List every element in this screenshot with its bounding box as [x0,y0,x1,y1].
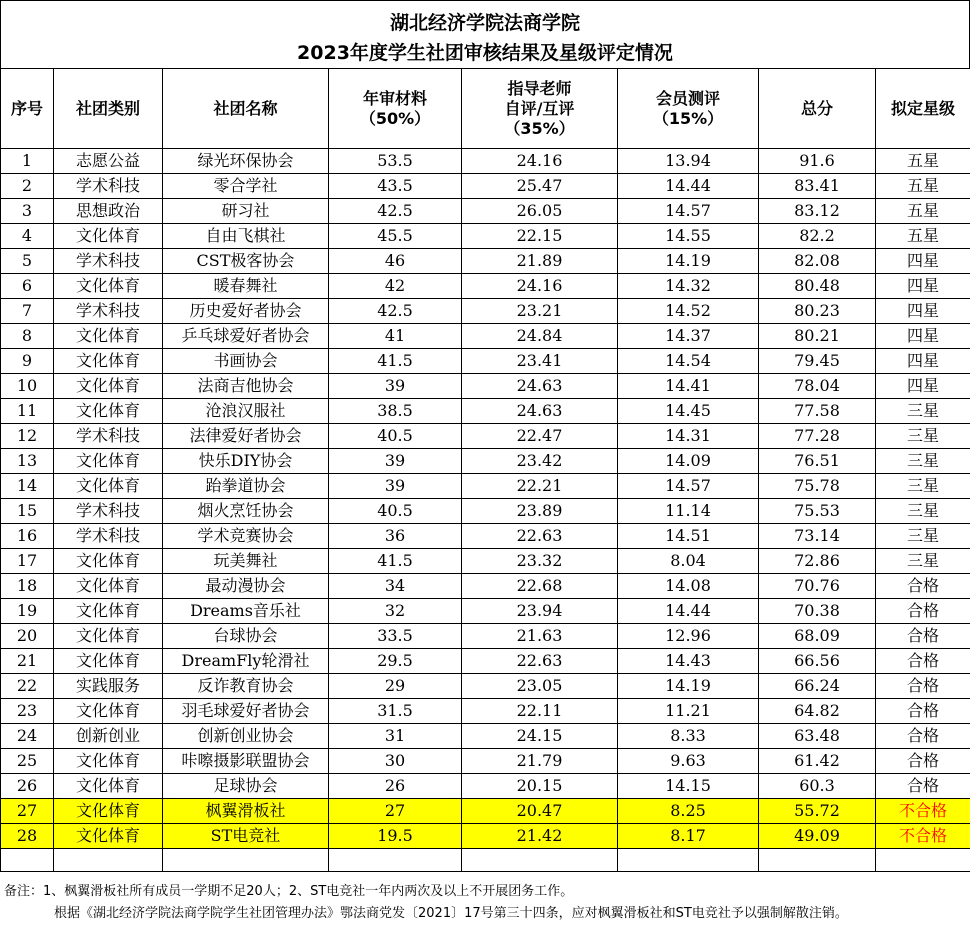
cell-name[interactable]: 自由飞棋社 [163,224,329,249]
cell-member[interactable]: 14.45 [618,399,759,424]
cell-material[interactable]: 40.5 [329,499,462,524]
cell-index[interactable]: 8 [1,324,54,349]
cell-star[interactable]: 合格 [876,724,970,749]
cell-star[interactable]: 四星 [876,349,970,374]
cell-category[interactable]: 志愿公益 [54,149,163,174]
cell-category[interactable]: 思想政治 [54,199,163,224]
cell-name[interactable]: 烟火烹饪协会 [163,499,329,524]
cell-name[interactable]: DreamFly轮滑社 [163,649,329,674]
table-row [1,824,970,849]
cell-material[interactable]: 46 [329,249,462,274]
empty-row [1,849,970,872]
cell-name[interactable]: 枫翼滑板社 [163,799,329,824]
cell-total[interactable]: 61.42 [759,749,876,774]
cell-total[interactable]: 77.58 [759,399,876,424]
cell-teacher[interactable]: 22.68 [462,574,618,599]
cell-category[interactable]: 学术科技 [54,174,163,199]
cell-material[interactable]: 27 [329,799,462,824]
cell-star[interactable]: 五星 [876,149,970,174]
cell-index[interactable]: 14 [1,474,54,499]
cell-member[interactable]: 14.43 [618,649,759,674]
cell-member[interactable]: 8.17 [618,824,759,849]
cell-name[interactable]: 乒乓球爱好者协会 [163,324,329,349]
cell-category[interactable]: 文化体育 [54,224,163,249]
cell-total[interactable]: 91.6 [759,149,876,174]
cell-name[interactable]: CST极客协会 [163,249,329,274]
cell-index[interactable]: 28 [1,824,54,849]
cell-category[interactable]: 学术科技 [54,424,163,449]
cell-total[interactable]: 55.72 [759,799,876,824]
cell-member[interactable]: 14.31 [618,424,759,449]
cell-name[interactable]: 台球协会 [163,624,329,649]
cell-material[interactable]: 36 [329,524,462,549]
cell-member[interactable]: 9.63 [618,749,759,774]
table-row [1,499,970,524]
cell-star[interactable]: 不合格 [876,824,970,849]
cell-index[interactable]: 12 [1,424,54,449]
cell-total[interactable]: 75.53 [759,499,876,524]
cell-material[interactable]: 26 [329,774,462,799]
cell-star[interactable]: 三星 [876,524,970,549]
cell-index[interactable]: 19 [1,599,54,624]
cell-total[interactable]: 80.21 [759,324,876,349]
cell-total[interactable]: 70.76 [759,574,876,599]
title-school: 湖北经济学院法商学院 [389,12,580,34]
cell-index[interactable]: 22 [1,674,54,699]
cell-category[interactable]: 文化体育 [54,399,163,424]
cell-teacher[interactable]: 22.63 [462,524,618,549]
header-member-label: 会员测评 [655,88,720,108]
cell-material[interactable]: 31 [329,724,462,749]
cell-index[interactable]: 5 [1,249,54,274]
cell-teacher[interactable]: 23.32 [462,549,618,574]
cell-category[interactable]: 文化体育 [54,474,163,499]
cell-name[interactable]: 反诈教育协会 [163,674,329,699]
cell-star[interactable]: 不合格 [876,799,970,824]
cell-teacher[interactable]: 24.15 [462,724,618,749]
cell-total[interactable]: 66.56 [759,649,876,674]
header-total[interactable]: 总分 [759,69,876,149]
cell-name[interactable]: 法商吉他协会 [163,374,329,399]
cell-name[interactable]: 历史爱好者协会 [163,299,329,324]
cell-index[interactable]: 6 [1,274,54,299]
table-row [1,624,970,649]
header-category[interactable]: 社团类别 [54,69,163,149]
cell-material[interactable]: 29.5 [329,649,462,674]
cell-name[interactable]: 沧浪汉服社 [163,399,329,424]
cell-material[interactable]: 30 [329,749,462,774]
cell-teacher[interactable]: 21.79 [462,749,618,774]
cell-material[interactable]: 42 [329,274,462,299]
cell-teacher[interactable]: 24.63 [462,399,618,424]
empty-cell[interactable] [54,849,163,872]
cell-category[interactable]: 文化体育 [54,749,163,774]
cell-teacher[interactable]: 21.42 [462,824,618,849]
cell-name[interactable]: 跆拳道协会 [163,474,329,499]
cell-teacher[interactable]: 23.05 [462,674,618,699]
cell-teacher[interactable]: 23.21 [462,299,618,324]
table-row [1,649,970,674]
cell-star[interactable]: 五星 [876,224,970,249]
cell-category[interactable]: 文化体育 [54,374,163,399]
table-row [1,199,970,224]
cell-category[interactable]: 实践服务 [54,674,163,699]
cell-index[interactable]: 4 [1,224,54,249]
cell-material[interactable]: 19.5 [329,824,462,849]
cell-index[interactable]: 13 [1,449,54,474]
cell-member[interactable]: 8.04 [618,549,759,574]
cell-member[interactable]: 14.52 [618,299,759,324]
cell-total[interactable]: 79.45 [759,349,876,374]
header-teacher[interactable] [462,69,618,149]
table-body [1,149,970,872]
cell-index[interactable]: 26 [1,774,54,799]
cell-index[interactable]: 2 [1,174,54,199]
cell-material[interactable]: 41.5 [329,349,462,374]
cell-star[interactable]: 三星 [876,399,970,424]
table-row [1,399,970,424]
cell-teacher[interactable]: 23.42 [462,449,618,474]
cell-category[interactable]: 文化体育 [54,699,163,724]
cell-name[interactable]: 羽毛球爱好者协会 [163,699,329,724]
cell-index[interactable]: 24 [1,724,54,749]
cell-index[interactable]: 18 [1,574,54,599]
cell-teacher[interactable]: 21.89 [462,249,618,274]
cell-star[interactable]: 五星 [876,199,970,224]
cell-total[interactable]: 80.23 [759,299,876,324]
cell-teacher[interactable]: 24.16 [462,149,618,174]
cell-index[interactable]: 15 [1,499,54,524]
cell-category[interactable]: 文化体育 [54,799,163,824]
cell-name[interactable]: ST电竞社 [163,824,329,849]
table-row [1,724,970,749]
table-row [1,799,970,824]
cell-total[interactable]: 68.09 [759,624,876,649]
cell-teacher[interactable]: 24.16 [462,274,618,299]
cell-member[interactable]: 14.57 [618,199,759,224]
empty-cell[interactable] [163,849,329,872]
cell-total[interactable]: 63.48 [759,724,876,749]
cell-category[interactable]: 创新创业 [54,724,163,749]
cell-material[interactable]: 38.5 [329,399,462,424]
cell-teacher[interactable]: 23.41 [462,349,618,374]
cell-name[interactable]: 研习社 [163,199,329,224]
cell-index[interactable]: 7 [1,299,54,324]
cell-total[interactable]: 73.14 [759,524,876,549]
cell-star[interactable]: 四星 [876,249,970,274]
cell-index[interactable]: 9 [1,349,54,374]
cell-teacher[interactable]: 20.47 [462,799,618,824]
table-row [1,349,970,374]
cell-material[interactable]: 41 [329,324,462,349]
cell-material[interactable]: 33.5 [329,624,462,649]
cell-teacher[interactable]: 22.15 [462,224,618,249]
cell-total[interactable]: 82.08 [759,249,876,274]
table-row [1,549,970,574]
cell-star[interactable]: 四星 [876,299,970,324]
cell-name[interactable]: 零合学社 [163,174,329,199]
cell-teacher[interactable]: 24.84 [462,324,618,349]
cell-member[interactable]: 14.32 [618,274,759,299]
cell-category[interactable]: 学术科技 [54,524,163,549]
cell-category[interactable]: 文化体育 [54,824,163,849]
table-row [1,749,970,774]
cell-index[interactable]: 10 [1,374,54,399]
cell-star[interactable]: 合格 [876,774,970,799]
cell-material[interactable]: 41.5 [329,549,462,574]
table-row [1,174,970,199]
cell-category[interactable]: 文化体育 [54,549,163,574]
cell-name[interactable]: 绿光环保协会 [163,149,329,174]
cell-index[interactable]: 3 [1,199,54,224]
cell-star[interactable]: 合格 [876,574,970,599]
table-row [1,249,970,274]
cell-member[interactable]: 12.96 [618,624,759,649]
cell-total[interactable]: 75.78 [759,474,876,499]
cell-total[interactable]: 70.38 [759,599,876,624]
cell-material[interactable]: 39 [329,474,462,499]
table-row [1,149,970,174]
table-row [1,774,970,799]
cell-index[interactable]: 23 [1,699,54,724]
empty-cell[interactable] [876,849,970,872]
empty-cell[interactable] [329,849,462,872]
cell-name[interactable]: 玩美舞社 [163,549,329,574]
cell-teacher[interactable]: 22.63 [462,649,618,674]
cell-member[interactable]: 14.15 [618,774,759,799]
cell-material[interactable]: 45.5 [329,224,462,249]
cell-total[interactable]: 80.48 [759,274,876,299]
empty-cell[interactable] [759,849,876,872]
cell-member[interactable]: 11.14 [618,499,759,524]
cell-category[interactable]: 学术科技 [54,249,163,274]
table-row [1,324,970,349]
cell-name[interactable]: 法律爱好者协会 [163,424,329,449]
cell-index[interactable]: 20 [1,624,54,649]
cell-star[interactable]: 三星 [876,424,970,449]
cell-category[interactable]: 文化体育 [54,349,163,374]
table-row [1,599,970,624]
cell-teacher[interactable]: 22.11 [462,699,618,724]
cell-member[interactable]: 14.54 [618,349,759,374]
cell-index[interactable]: 25 [1,749,54,774]
cell-name[interactable]: 学术竞赛协会 [163,524,329,549]
cell-category[interactable]: 文化体育 [54,649,163,674]
cell-teacher[interactable]: 25.47 [462,174,618,199]
header-name[interactable]: 社团名称 [163,69,329,149]
cell-teacher[interactable]: 23.94 [462,599,618,624]
cell-total[interactable]: 83.12 [759,199,876,224]
cell-index[interactable]: 16 [1,524,54,549]
header-member-weight: （15%） [652,108,724,128]
cell-star[interactable]: 合格 [876,649,970,674]
cell-member[interactable]: 14.44 [618,174,759,199]
cell-star[interactable]: 三星 [876,449,970,474]
cell-teacher[interactable]: 20.15 [462,774,618,799]
cell-star[interactable]: 五星 [876,174,970,199]
header-material-weight: （50%） [359,108,431,128]
cell-teacher[interactable]: 26.05 [462,199,618,224]
cell-total[interactable]: 76.51 [759,449,876,474]
cell-total[interactable]: 78.04 [759,374,876,399]
cell-member[interactable]: 13.94 [618,149,759,174]
cell-material[interactable]: 39 [329,374,462,399]
cell-material[interactable]: 39 [329,449,462,474]
cell-material[interactable]: 42.5 [329,199,462,224]
table-row [1,224,970,249]
cell-member[interactable]: 8.25 [618,799,759,824]
cell-total[interactable]: 66.24 [759,674,876,699]
cell-star[interactable]: 四星 [876,374,970,399]
cell-category[interactable]: 文化体育 [54,274,163,299]
cell-teacher[interactable]: 22.21 [462,474,618,499]
cell-star[interactable]: 四星 [876,274,970,299]
cell-name[interactable]: 暖春舞社 [163,274,329,299]
cell-star[interactable]: 合格 [876,624,970,649]
cell-member[interactable]: 14.51 [618,524,759,549]
empty-cell[interactable] [462,849,618,872]
cell-member[interactable]: 14.19 [618,674,759,699]
cell-star[interactable]: 三星 [876,499,970,524]
cell-index[interactable]: 21 [1,649,54,674]
empty-cell[interactable] [618,849,759,872]
cell-material[interactable]: 29 [329,674,462,699]
note-line-2: 根据《湖北经济学院法商学院学生社团管理办法》鄂法商党发〔2021〕17号第三十四条，应对枫翼滑板社和ST电竞社予以强制解散注销。 [54,906,848,921]
cell-index[interactable]: 11 [1,399,54,424]
table-row [1,424,970,449]
cell-member[interactable]: 14.08 [618,574,759,599]
cell-total[interactable]: 83.41 [759,174,876,199]
cell-member[interactable]: 14.19 [618,249,759,274]
table-row [1,374,970,399]
cell-category[interactable]: 文化体育 [54,774,163,799]
title-block [0,0,970,69]
cell-material[interactable]: 40.5 [329,424,462,449]
cell-teacher[interactable]: 24.63 [462,374,618,399]
cell-name[interactable]: 创新创业协会 [163,724,329,749]
table-row [1,574,970,599]
cell-star[interactable]: 合格 [876,699,970,724]
note-line-1: 备注：1、枫翼滑板社所有成员一学期不足20人；2、ST电竞社一年内两次及以上不开展团务工作。 [4,884,574,899]
table-row [1,524,970,549]
cell-member[interactable]: 14.44 [618,599,759,624]
cell-material[interactable]: 32 [329,599,462,624]
cell-index[interactable]: 1 [1,149,54,174]
cell-name[interactable]: 咔嚓摄影联盟协会 [163,749,329,774]
cell-index[interactable]: 27 [1,799,54,824]
cell-member[interactable]: 14.09 [618,449,759,474]
notes-block [0,873,970,926]
cell-total[interactable]: 82.2 [759,224,876,249]
cell-star[interactable]: 三星 [876,474,970,499]
cell-star[interactable]: 合格 [876,674,970,699]
cell-index[interactable]: 17 [1,549,54,574]
cell-category[interactable]: 文化体育 [54,449,163,474]
cell-name[interactable]: 快乐DIY协会 [163,449,329,474]
header-teacher-sublabel: 自评/互评 [504,98,575,118]
cell-total[interactable]: 72.86 [759,549,876,574]
cell-total[interactable]: 60.3 [759,774,876,799]
cell-name[interactable]: 最动漫协会 [163,574,329,599]
cell-member[interactable]: 14.55 [618,224,759,249]
cell-material[interactable]: 42.5 [329,299,462,324]
cell-material[interactable]: 43.5 [329,174,462,199]
header-material-label: 年审材料 [362,88,427,108]
table-row [1,474,970,499]
table-row [1,274,970,299]
cell-teacher[interactable]: 22.47 [462,424,618,449]
cell-member[interactable]: 14.57 [618,474,759,499]
header-index[interactable]: 序号 [1,69,54,149]
cell-member[interactable]: 14.41 [618,374,759,399]
table-row [1,449,970,474]
cell-category[interactable]: 文化体育 [54,599,163,624]
header-member[interactable] [618,69,759,149]
header-row [1,69,970,149]
cell-member[interactable]: 11.21 [618,699,759,724]
cell-category[interactable]: 文化体育 [54,574,163,599]
cell-material[interactable]: 31.5 [329,699,462,724]
cell-category[interactable]: 文化体育 [54,624,163,649]
cell-name[interactable]: 书画协会 [163,349,329,374]
results-table [0,68,970,872]
cell-material[interactable]: 34 [329,574,462,599]
cell-name[interactable]: Dreams音乐社 [163,599,329,624]
cell-total[interactable]: 77.28 [759,424,876,449]
cell-category[interactable]: 学术科技 [54,499,163,524]
cell-member[interactable]: 14.37 [618,324,759,349]
cell-star[interactable]: 四星 [876,324,970,349]
table-row [1,674,970,699]
cell-teacher[interactable]: 21.63 [462,624,618,649]
cell-total[interactable]: 64.82 [759,699,876,724]
cell-star[interactable]: 合格 [876,599,970,624]
title-report: 2023年度学生社团审核结果及星级评定情况 [297,42,673,64]
table-row [1,299,970,324]
cell-star[interactable]: 三星 [876,549,970,574]
cell-category[interactable]: 学术科技 [54,299,163,324]
header-teacher-weight: （35%） [504,118,575,138]
cell-teacher[interactable]: 23.89 [462,499,618,524]
header-teacher-label: 指导老师 [507,78,572,98]
empty-cell[interactable] [1,849,54,872]
cell-category[interactable]: 文化体育 [54,324,163,349]
header-star[interactable]: 拟定星级 [876,69,970,149]
cell-total[interactable]: 49.09 [759,824,876,849]
cell-name[interactable]: 足球协会 [163,774,329,799]
cell-material[interactable]: 53.5 [329,149,462,174]
table-row [1,699,970,724]
header-material[interactable] [329,69,462,149]
cell-star[interactable]: 合格 [876,749,970,774]
cell-member[interactable]: 8.33 [618,724,759,749]
